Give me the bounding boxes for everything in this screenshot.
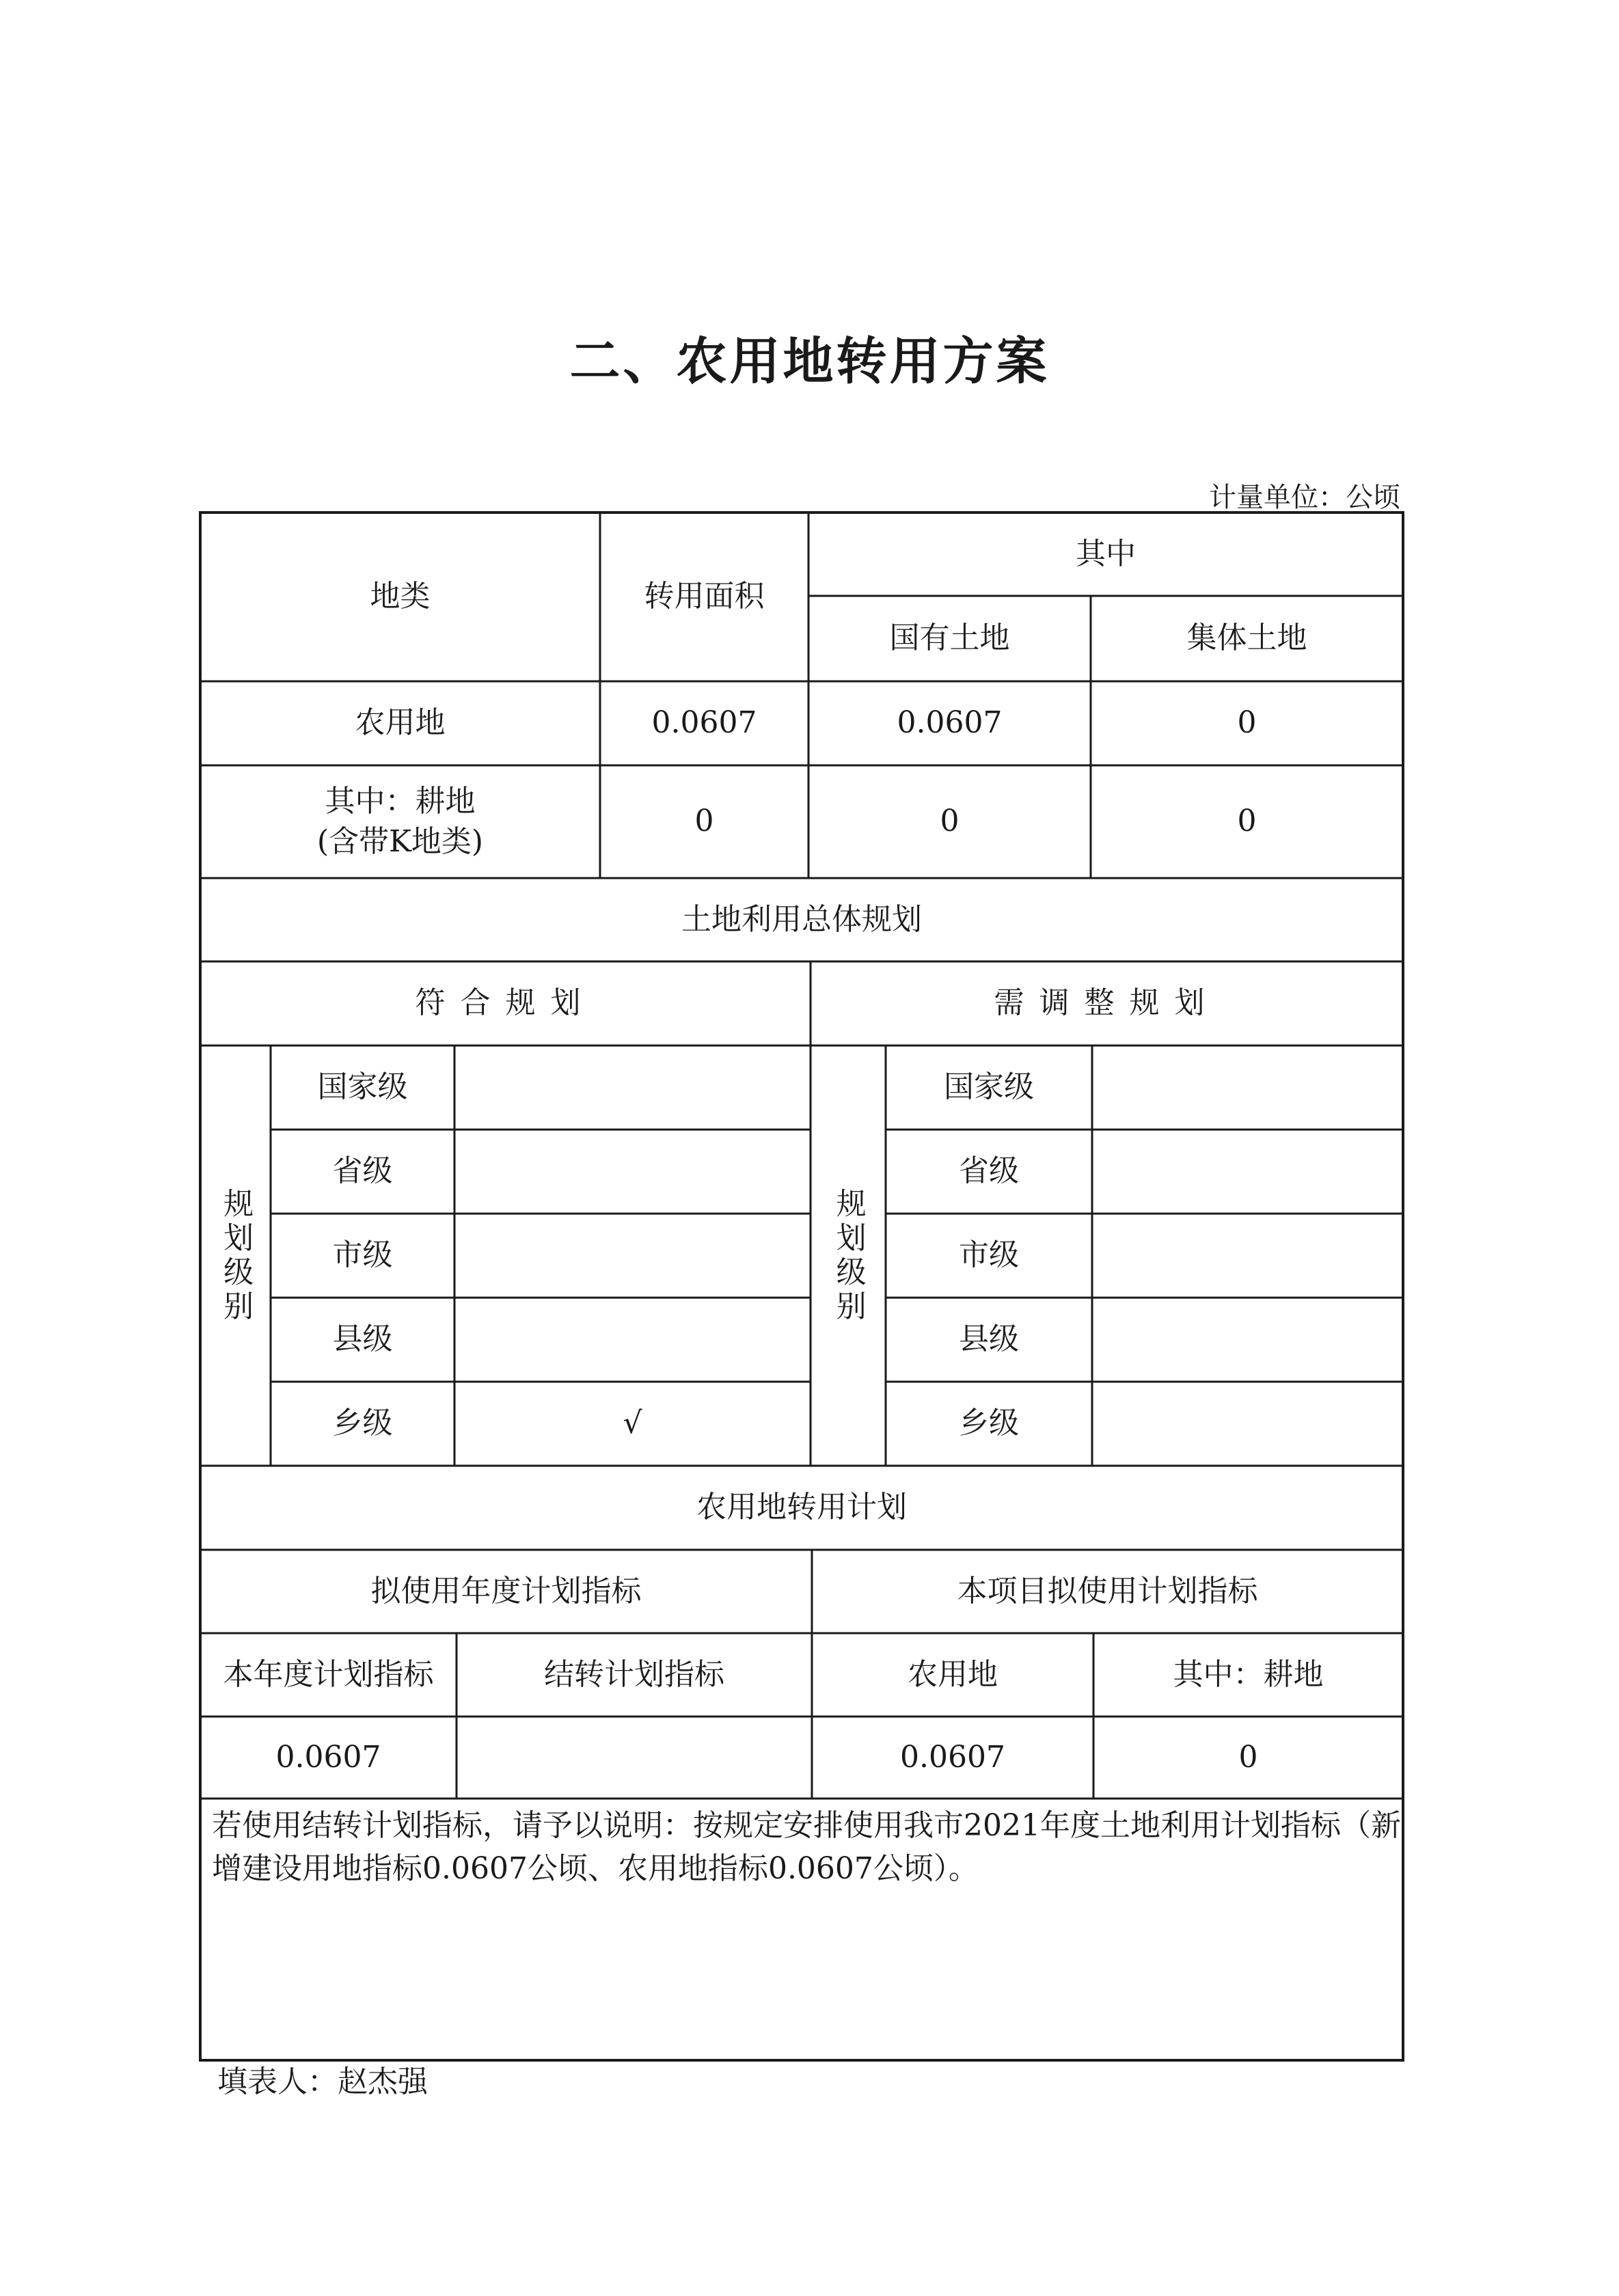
header-state-land: 国有土地 xyxy=(889,620,1010,656)
level-province-right: 省级 xyxy=(959,1153,1019,1189)
adjust-mark-national xyxy=(1092,1046,1403,1130)
planning-conform: 符合规划 xyxy=(415,985,596,1021)
conform-mark-province xyxy=(454,1130,811,1214)
header-area: 转用面积 xyxy=(644,579,765,614)
header-land-type: 地类 xyxy=(370,579,431,614)
level-county-left: 县级 xyxy=(332,1322,393,1357)
level-national-left: 国家级 xyxy=(317,1069,408,1105)
level-city-right: 市级 xyxy=(959,1238,1019,1273)
row-arable-collective: 0 xyxy=(1237,804,1257,839)
agri-land-value: 0.0607 xyxy=(900,1739,1005,1775)
level-township-right: 乡级 xyxy=(959,1406,1019,1441)
project-use-header: 本项目拟使用计划指标 xyxy=(957,1573,1258,1609)
page-title: 二、农用地转用方案 xyxy=(569,332,1050,391)
row-agri-area: 0.0607 xyxy=(651,705,757,741)
row-agri-label: 农用地 xyxy=(355,705,446,741)
header-of-which: 其中 xyxy=(1076,536,1136,571)
level-county-right: 县级 xyxy=(959,1322,1019,1357)
adjust-mark-township xyxy=(1092,1382,1403,1466)
level-city-left: 市级 xyxy=(332,1238,393,1273)
conform-mark-county xyxy=(454,1298,811,1382)
conversion-plan-title: 农用地转用计划 xyxy=(696,1490,907,1525)
level-province-left: 省级 xyxy=(332,1153,393,1189)
row-arable-label xyxy=(200,765,600,878)
row-arable-state: 0 xyxy=(940,804,960,839)
row-agri-collective: 0 xyxy=(1237,705,1257,741)
adjust-mark-city xyxy=(1092,1214,1403,1298)
arable-value: 0 xyxy=(1238,1739,1258,1775)
header-collective-land: 集体土地 xyxy=(1186,620,1307,656)
agri-land-header: 农用地 xyxy=(908,1656,998,1692)
level-label-char: 规划级别 xyxy=(218,1187,254,1324)
adjust-mark-province xyxy=(1092,1130,1403,1214)
planning-title: 土地利用总体规划 xyxy=(681,901,922,937)
carry-over-note: 若使用结转计划指标，请予以说明：按规定安排使用我市2021年度土地利用计划指标（新增建设用地指标0.0607公顷、农用地指标0.0607公顷）。 xyxy=(212,1808,1401,1887)
row-arable-area: 0 xyxy=(694,804,714,839)
form-filler: 填表人：赵杰强 xyxy=(217,2064,428,2099)
level-label-char: 规划级别 xyxy=(830,1187,866,1324)
planning-level-label-right xyxy=(811,1046,886,1466)
current-year-header: 本年度计划指标 xyxy=(223,1656,434,1692)
conform-mark-national xyxy=(454,1046,811,1130)
current-year-value: 0.0607 xyxy=(275,1739,381,1775)
carry-over-header: 结转计划指标 xyxy=(544,1656,724,1692)
adjust-mark-county xyxy=(1092,1298,1403,1382)
row-agri-state: 0.0607 xyxy=(897,705,1003,741)
proposed-annual-header: 拟使用年度计划指标 xyxy=(370,1573,642,1609)
row-arable-label-line2: (含带K地类) xyxy=(316,823,484,859)
planning-level-label-left xyxy=(200,1046,271,1466)
planning-adjust: 需调整规划 xyxy=(994,985,1220,1021)
conform-mark-city xyxy=(454,1214,811,1298)
row-arable-label-line1: 其中：耕地 xyxy=(325,784,476,819)
level-national-right: 国家级 xyxy=(944,1069,1034,1105)
level-township-left: 乡级 xyxy=(332,1406,393,1441)
arable-header: 其中：耕地 xyxy=(1173,1656,1324,1692)
conform-mark-township: √ xyxy=(623,1406,642,1441)
carry-over-value xyxy=(457,1717,812,1799)
unit-label: 计量单位：公顷 xyxy=(1209,482,1400,513)
